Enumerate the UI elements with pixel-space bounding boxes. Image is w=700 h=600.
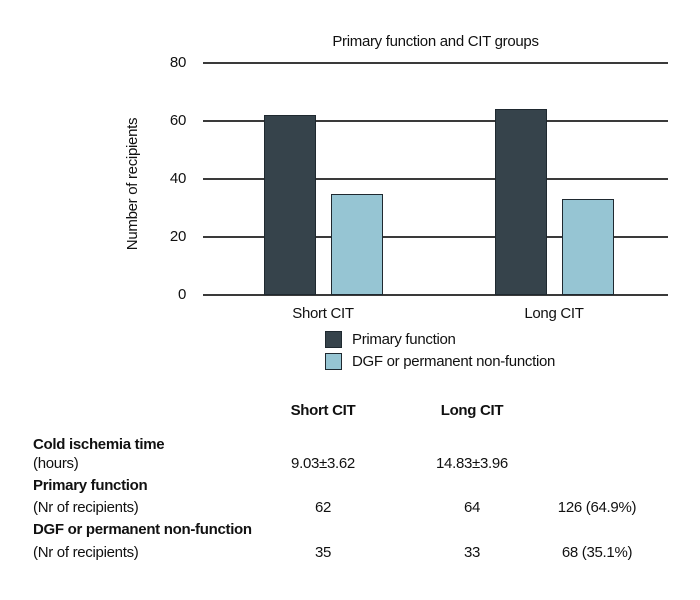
gridline-y80 [203,62,668,63]
cell-long-cit: 33 [463,544,481,561]
table-line [0,454,700,473]
y-axis-label: Number of recipients [124,117,141,251]
cell-long-cit: 64 [463,499,481,516]
cell-long-cit: 14.83±3.96 [436,455,508,472]
y-tick-label: 0 [177,286,186,303]
y-tick-label: 60 [169,112,186,129]
cell-short-cit: 62 [314,499,332,516]
cell-total: 68 (35.1%) [561,544,633,561]
table-line [0,520,700,539]
cell-short-cit: 9.03±3.62 [291,455,355,472]
cell-total: 126 (64.9%) [557,499,637,516]
y-tick-label: 80 [169,54,186,71]
x-tick-label: Long CIT [524,305,584,322]
row-label: DGF or permanent non-function [33,521,252,538]
chart-title: Primary function and CIT groups [332,33,539,50]
bar-primary-function-0 [264,115,316,295]
y-tick-label: 20 [169,228,186,245]
x-tick-label: Short CIT [292,305,354,322]
row-label: (hours) [33,455,79,472]
bar-dgf-1 [562,199,614,295]
table-line [0,476,700,495]
table-line [0,401,700,420]
table-line [0,498,700,517]
row-label: Primary function [33,477,148,494]
row-label: (Nr of recipients) [33,544,139,561]
table-line [0,435,700,454]
cell-short-cit: Short CIT [290,402,356,419]
legend-swatch-icon [325,331,342,348]
row-label: Cold ischemia time [33,436,165,453]
bar-primary-function-1 [495,109,547,295]
cell-short-cit: 35 [314,544,332,561]
legend-swatch-icon [325,353,342,370]
cell-long-cit: Long CIT [440,402,504,419]
table-line [0,543,700,562]
row-label: (Nr of recipients) [33,499,139,516]
legend-label: DGF or permanent non-function [352,353,556,370]
bar-dgf-0 [331,194,383,296]
legend-label: Primary function [352,331,456,348]
y-tick-label: 40 [169,170,186,187]
